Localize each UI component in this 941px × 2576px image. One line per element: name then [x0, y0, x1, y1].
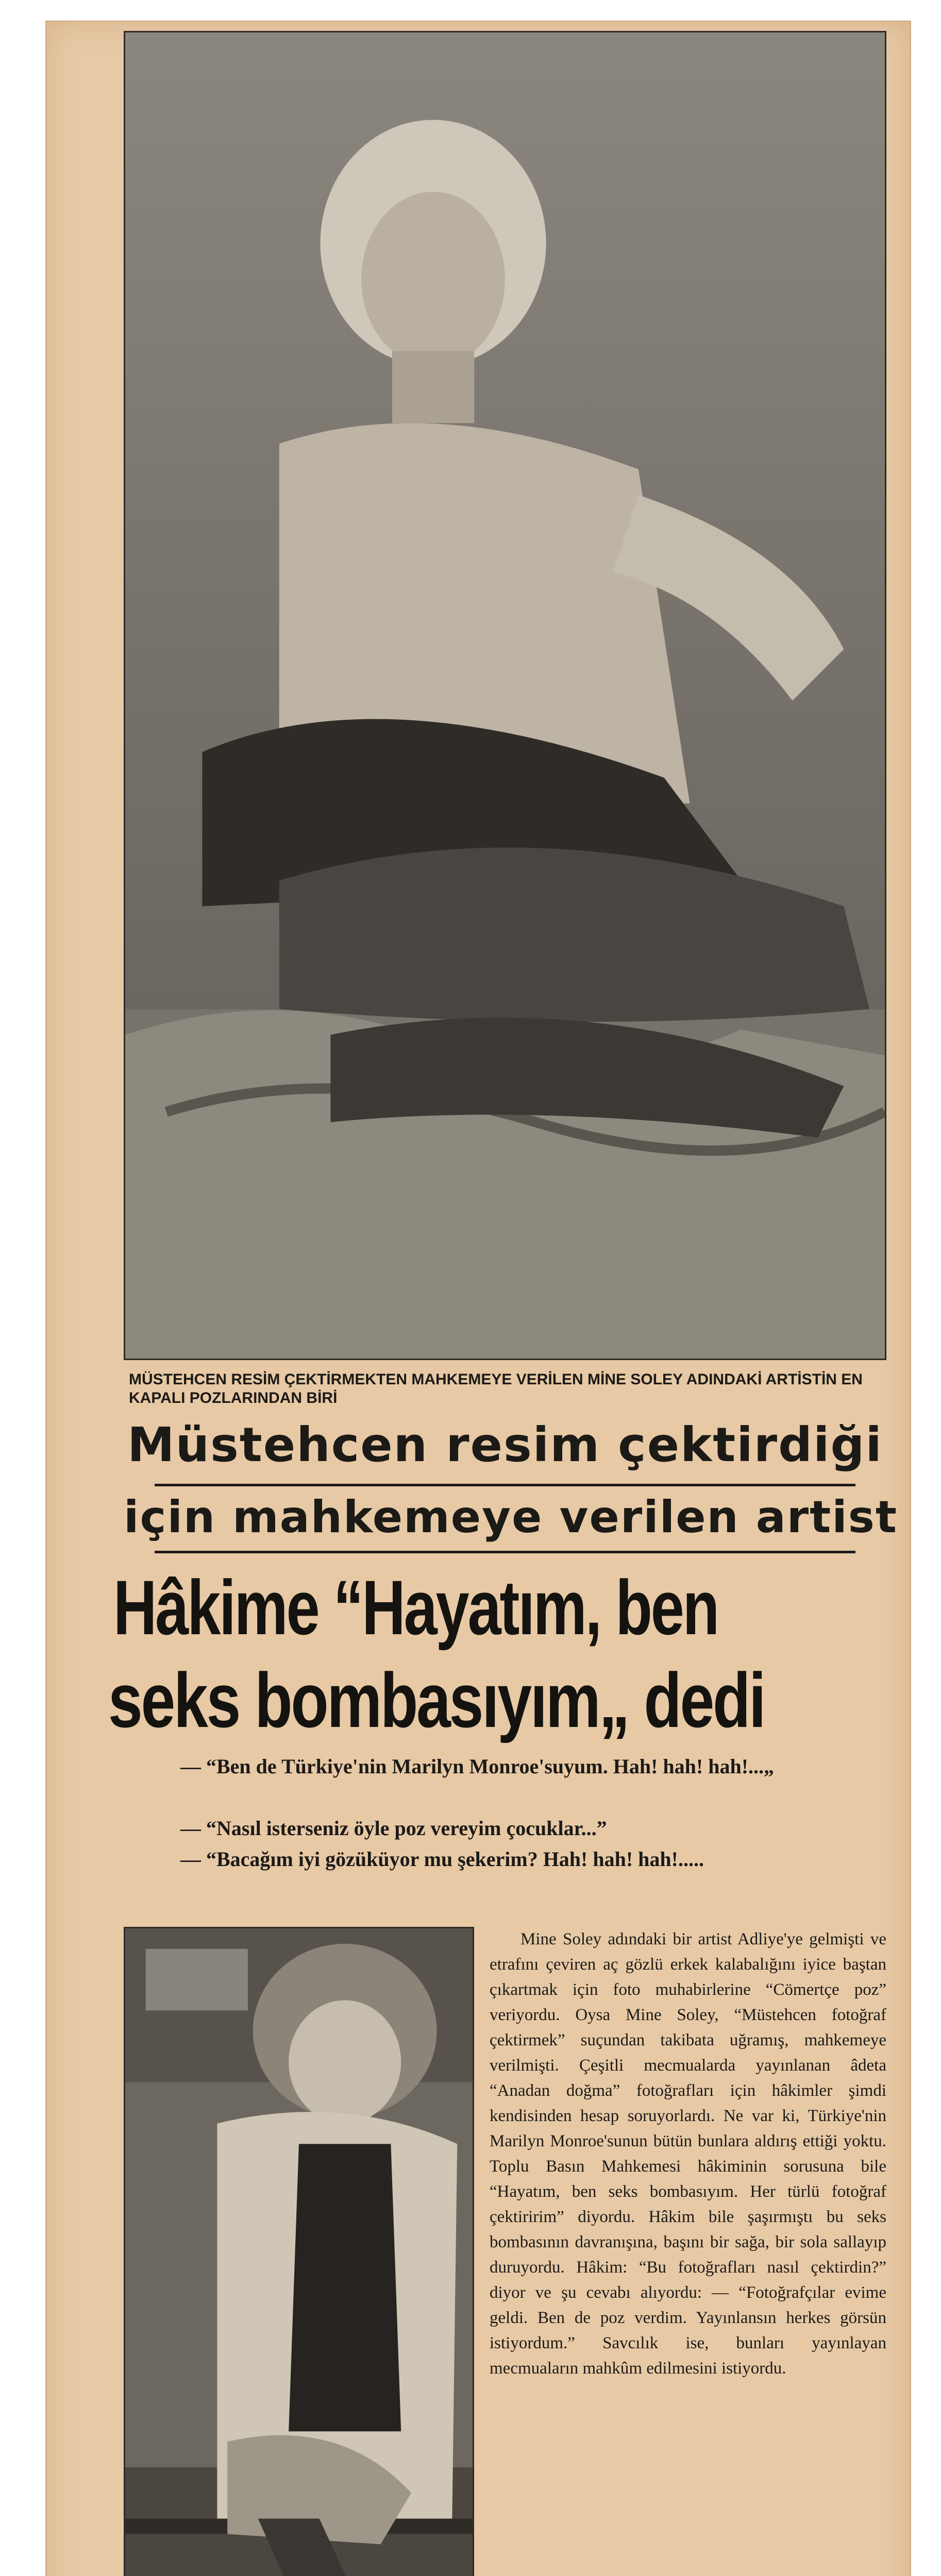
headline-line-2: seks bombasıyım„ dedi [108, 1657, 765, 1743]
quote-3: — “Bacağım iyi gözüküyor mu şekerim? Hah! hah! hah!..... [180, 1848, 704, 1871]
middle-photo [124, 1927, 474, 2576]
top-photo-caption: MÜSTEHCEN RESİM ÇEKTİRMEKTEN MAHKEMEYE VERİLEN MİNE SOLEY ADINDAKİ ARTİSTİN EN KAPALI POZLARINDAN BİRİ [129, 1371, 863, 1406]
kicker-line-2: için mahkemeye verilen artist [124, 1492, 898, 1543]
article-body: Mine Soley adındaki bir artist Adliye'ye gelmişti ve etrafını çeviren aç gözlü erkek kalabalığını iyice baştan çıkartmak için foto muhabirlerine “Cömertçe poz” veriyordu. Oysa Mine Soley, “Müstehcen fotoğraf çektirmek” suçundan takibata uğramış, mahkemeye verilmişti. Çeşitli mecmualarda yayınlanan âdeta “Anadan doğma” fotoğrafları için hâkimler şimdi kendisinden hesap soruyorlardı. Ne var ki, Türkiye'nin Marilyn Monroe'sunun bütün bunlara aldırış ettiği yoktu. Toplu Basın Mahkemesi hâkiminin sorusuna bile “Hayatım, ben seks bombasıyım. Her türlü fotoğraf çektiririm” diyordu. Hâkim bile şaşırmıştı bu seks bombasının davranışına, başını bir sağa, bir sola sallayıp duruyordu. Hâkim: “Bu fotoğrafları nasıl çektirdin?” diyor ve şu cevabı alıyordu: — “Fotoğrafçılar evime geldi. Ben de poz verdim. Yayınlansın herkes görsün istiyordum.” Savcılık ise, bunları yayınlayan mecmuaların mahkûm edilmesini istiyordu. [490, 1930, 886, 2378]
quote-2: — “Nasıl isterseniz öyle poz vereyim çocuklar...” [180, 1817, 607, 1840]
top-photo [124, 31, 886, 1360]
headline-line-1: Hâkime “Hayatım, ben [113, 1564, 718, 1651]
kicker-underline [155, 1551, 855, 1553]
kicker-divider [155, 1484, 855, 1486]
kicker-line-1: Müstehcen resim çektirdiği [127, 1417, 883, 1472]
quote-1: — “Ben de Türkiye'nin Marilyn Monroe'suyum. Hah! hah! hah!...„ [180, 1755, 775, 1778]
